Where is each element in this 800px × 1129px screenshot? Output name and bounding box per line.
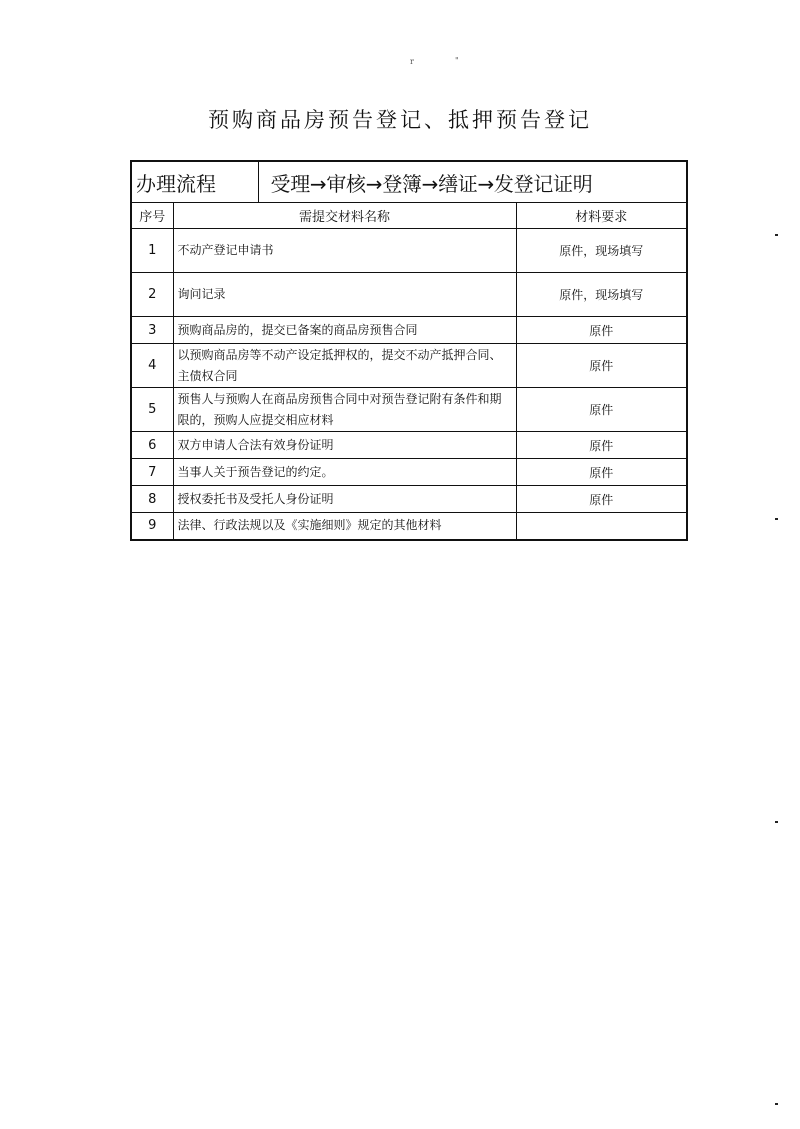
row-material-name: 双方申请人合法有效身份证明	[173, 432, 516, 459]
table-row	[131, 459, 687, 486]
process-row	[131, 161, 687, 203]
scan-speck	[775, 518, 778, 520]
row-requirement: 原件	[516, 388, 687, 432]
table-row	[131, 486, 687, 513]
row-material-name: 不动产登记申请书	[173, 229, 516, 273]
row-index: 8	[131, 486, 173, 513]
table-row	[131, 388, 687, 432]
document-title: 预购商品房预告登记、抵押预告登记	[208, 108, 592, 132]
table-row	[131, 317, 687, 344]
row-material-name: 当事人关于预告登记的约定。	[173, 459, 516, 486]
table-row	[131, 432, 687, 459]
table-row	[131, 344, 687, 388]
row-index: 6	[131, 432, 173, 459]
scan-mark: "	[455, 56, 459, 65]
row-material-name: 以预购商品房等不动产设定抵押权的，提交不动产抵押合同、主债权合同	[173, 344, 516, 388]
row-material-name: 法律、行政法规以及《实施细则》规定的其他材料	[173, 513, 516, 540]
row-requirement	[516, 513, 687, 540]
materials-table	[130, 160, 688, 541]
scan-speck	[775, 234, 778, 236]
process-label: 办理流程	[131, 161, 258, 203]
row-requirement: 原件	[516, 432, 687, 459]
scan-speck	[775, 821, 778, 823]
row-index: 5	[131, 388, 173, 432]
row-requirement: 原件	[516, 459, 687, 486]
row-material-name: 授权委托书及受托人身份证明	[173, 486, 516, 513]
row-material-name: 预购商品房的，提交已备案的商品房预售合同	[173, 317, 516, 344]
table-row	[131, 513, 687, 540]
row-material-name: 预售人与预购人在商品房预售合同中对预告登记附有条件和期限的，预购人应提交相应材料	[173, 388, 516, 432]
process-steps: 受理→审核→登簿→缮证→发登记证明	[258, 161, 687, 203]
table-row	[131, 229, 687, 273]
column-header-name: 需提交材料名称	[173, 203, 516, 229]
row-index: 3	[131, 317, 173, 344]
row-index: 7	[131, 459, 173, 486]
row-index: 9	[131, 513, 173, 540]
row-index: 2	[131, 273, 173, 317]
row-requirement: 原件	[516, 486, 687, 513]
row-index: 1	[131, 229, 173, 273]
column-header-index: 序号	[131, 203, 173, 229]
scan-mark: r	[410, 57, 414, 66]
row-requirement: 原件	[516, 344, 687, 388]
row-index: 4	[131, 344, 173, 388]
table-row	[131, 273, 687, 317]
row-requirement: 原件	[516, 317, 687, 344]
row-material-name: 询问记录	[173, 273, 516, 317]
row-requirement: 原件，现场填写	[516, 273, 687, 317]
column-header-requirement: 材料要求	[516, 203, 687, 229]
row-requirement: 原件，现场填写	[516, 229, 687, 273]
table-header-row	[131, 203, 687, 229]
scan-speck	[775, 1103, 778, 1105]
